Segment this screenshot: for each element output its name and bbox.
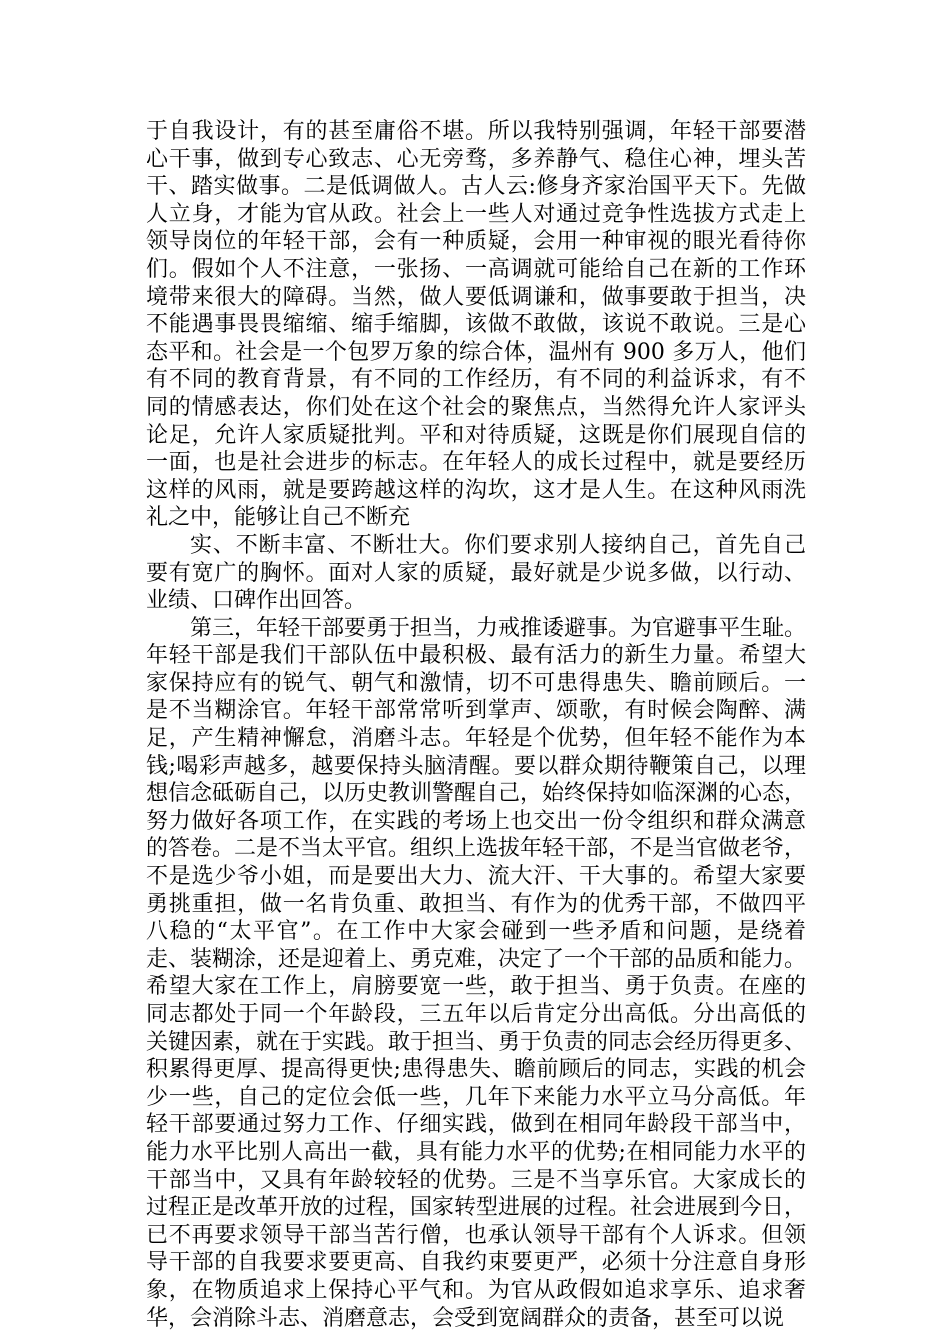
- text-line: 走、装糊涂，还是迎着上、勇克难，决定了一个干部的品质和能力。: [146, 946, 806, 972]
- text-line: 八稳的“太平官”。在工作中大家会碰到一些矛盾和问题，是绕着: [146, 919, 806, 945]
- text-line: 能力水平比别人高出一截，具有能力水平的优势;在相同能力水平的: [146, 1139, 806, 1165]
- text-line: 导干部的自我要求要更高、自我约束要更严，必须十分注意自身形: [146, 1250, 806, 1276]
- text-line: 这样的风雨，就是要跨越这样的沟坎，这才是人生。在这种风雨洗: [146, 477, 806, 503]
- text-line: 钱;喝彩声越多，越要保持头脑清醒。要以群众期待鞭策自己，以理: [146, 753, 806, 779]
- paragraph: [146, 532, 806, 615]
- text-line: 的答卷。二是不当太平官。组织上选拔年轻干部，不是当官做老爷，: [146, 836, 806, 862]
- text-line: 论足，允许人家质疑批判。平和对待质疑，这既是你们展现自信的: [146, 422, 806, 448]
- text-line: 一面，也是社会进步的标志。在年轻人的成长过程中，就是要经历: [146, 450, 806, 476]
- text-line: 领导岗位的年轻干部，会有一种质疑，会用一种审视的眼光看待你: [146, 229, 806, 255]
- text-line: 实、不断丰富、不断壮大。你们要求别人接纳自己，首先自己: [190, 532, 806, 558]
- text-line: 华，会消除斗志、消磨意志，会受到宽阔群众的责备，甚至可以说: [146, 1305, 785, 1331]
- text-line: 人立身，才能为官从政。社会上一些人对通过竞争性选拔方式走上: [146, 201, 806, 227]
- text-line: 们。假如个人不注意，一张扬、一高调就可能给自己在新的工作环: [146, 256, 806, 282]
- text-line: 干部当中，又具有年龄较轻的优势。三是不当享乐官。大家成长的: [146, 1167, 806, 1193]
- text-line: 于自我设计，有的甚至庸俗不堪。所以我特别强调，年轻干部要潜: [146, 119, 806, 144]
- text-line: 想信念砥砺自己，以历史教训警醒自己，始终保持如临深渊的心态，: [146, 781, 806, 807]
- text-line: 努力做好各项工作，在实践的考场上也交出一份令组织和群众满意: [146, 808, 806, 834]
- text-line: 业绩、口碑作出回答。: [146, 588, 367, 614]
- text-line: 不是选少爷小姐，而是要出大力、流大汗、干大事的。希望大家要: [146, 864, 806, 890]
- text-line: 不能遇事畏畏缩缩、缩手缩脚，该做不敢做，该说不敢说。三是心: [146, 312, 806, 338]
- paragraph: [146, 118, 806, 532]
- text-line: 干、踏实做事。二是低调做人。古人云:修身齐家治国平天下。先做: [146, 174, 806, 200]
- text-line: 象，在物质追求上保持心平气和。为官从政假如追求享乐、追求奢: [146, 1277, 806, 1303]
- text-line: 过程正是改革开放的过程，国家转型进展的过程。社会进展到今日，: [146, 1195, 806, 1221]
- text-line: 礼之中，能够让自己不断充: [146, 505, 411, 531]
- text-line: 同志都处于同一个年龄段，三五年以后肯定分出高低。分出高低的: [146, 1002, 806, 1027]
- text-line: 是不当糊涂官。年轻干部常常听到掌声、颂歌，有时候会陶醉、满: [146, 698, 806, 724]
- text-line: 有不同的教育背景，有不同的工作经历，有不同的利益诉求，有不: [146, 367, 806, 393]
- text-line: 家保持应有的锐气、朝气和激情，切不可患得患失、瞻前顾后。一: [146, 670, 806, 696]
- text-line: 心干事，做到专心致志、心无旁骛，多养静气、稳住心神，埋头苦: [146, 146, 806, 172]
- text-line: 已不再要求领导干部当苦行僧，也承认领导干部有个人诉求。但领: [146, 1222, 806, 1248]
- text-line: 关键因素，就在于实践。敢于担当、勇于负责的同志会经历得更多、: [146, 1029, 806, 1055]
- text-line: 少一些，自己的定位会低一些，几年下来能力水平立马分高低。年: [146, 1084, 806, 1110]
- text-line: 希望大家在工作上，肩膀要宽一些，敢于担当、勇于负责。在座的: [146, 974, 806, 1000]
- text-line: 积累得更厚、提高得更快;患得患失、瞻前顾后的同志，实践的机会: [146, 1057, 806, 1083]
- text-line: 第三，年轻干部要勇于担当，力戒推诿避事。为官避事平生耻。: [190, 615, 806, 641]
- text-line: 轻干部要通过努力工作、仔细实践，做到在相同年龄段干部当中，: [146, 1112, 806, 1138]
- text-line: 同的情感表达，你们处在这个社会的聚焦点，当然得允许人家评头: [146, 394, 806, 420]
- text-line: 要有宽广的胸怀。面对人家的质疑，最好就是少说多做，以行动、: [146, 560, 806, 586]
- paragraph: [146, 615, 806, 1332]
- text-line: 足，产生精神懈怠，消磨斗志。年轻是个优势，但年轻不能作为本: [146, 726, 806, 752]
- text-line: 年轻干部是我们干部队伍中最积极、最有活力的新生力量。希望大: [146, 643, 806, 669]
- text-line: 勇挑重担，做一名肯负重、敢担当、有作为的优秀干部，不做四平: [146, 891, 806, 917]
- text-line: 境带来很大的障碍。当然，做人要低调谦和，做事要敢于担当，决: [146, 284, 806, 310]
- text-line: 态平和。社会是一个包罗万象的综合体，温州有 900 多万人，他们: [146, 339, 806, 365]
- document-page: [146, 118, 806, 1332]
